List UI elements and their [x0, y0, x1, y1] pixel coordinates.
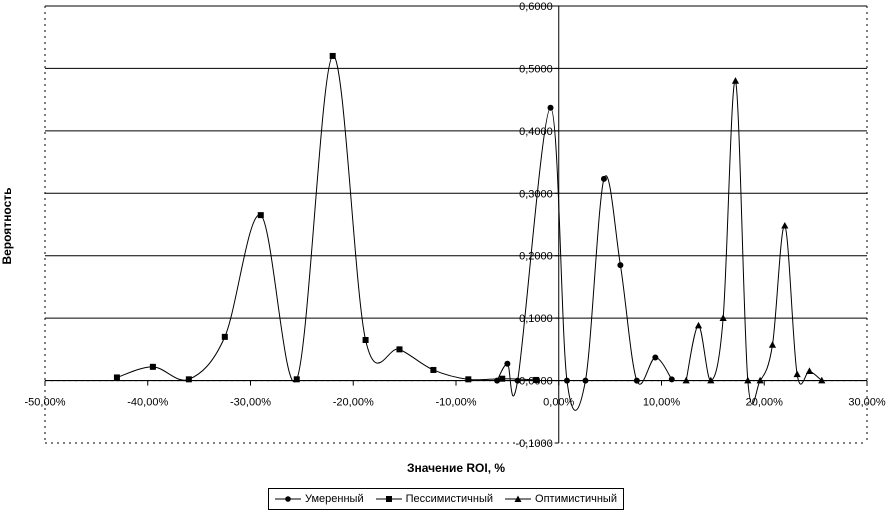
y-tick-label: 0,5000	[519, 63, 553, 76]
data-point-triangle	[769, 341, 776, 348]
data-point-triangle	[794, 371, 801, 378]
x-tick-label: 0,00%	[543, 396, 575, 409]
data-point-square	[330, 53, 336, 59]
data-point-circle	[494, 378, 500, 384]
series-line-1	[117, 56, 536, 382]
legend-item-optimistic	[505, 493, 617, 505]
y-tick-label: 0,1000	[519, 313, 553, 326]
series-line-2	[686, 81, 822, 405]
legend-square-marker-icon	[376, 494, 402, 504]
legend-circle-marker-icon	[275, 494, 301, 504]
data-point-circle	[669, 376, 675, 382]
data-point-circle	[582, 378, 588, 384]
data-point-circle	[548, 105, 554, 111]
legend-triangle-marker-icon	[505, 494, 531, 504]
x-axis-title: Значение ROI, %	[406, 461, 506, 475]
legend-item-pessimistic	[376, 493, 493, 505]
x-tick-label: -10,00%	[435, 396, 477, 409]
legend-label-optimistic: Оптимистичный	[535, 493, 617, 505]
y-tick-label: -0,1000	[515, 438, 553, 450]
data-point-triangle	[732, 77, 739, 84]
y-axis-title: Вероятность	[0, 187, 14, 265]
x-tick-label: 20,00%	[745, 396, 783, 409]
y-tick-label: 0,0000	[519, 375, 553, 388]
x-tick-label: -20,00%	[332, 396, 374, 409]
y-tick-label: 0,6000	[519, 1, 553, 13]
legend-label-pessimistic: Пессимистичный	[405, 493, 494, 505]
data-point-circle	[617, 262, 623, 268]
series-lines	[117, 56, 822, 411]
data-point-square	[465, 376, 471, 382]
data-point-triangle	[806, 367, 813, 374]
data-point-square	[258, 212, 264, 218]
legend-item-moderate	[275, 493, 364, 505]
data-point-triangle	[695, 322, 702, 329]
legend-label-moderate: Умеренный	[305, 493, 364, 505]
y-tick-label: 0,2000	[519, 250, 553, 263]
data-point-square	[150, 364, 156, 370]
chart-legend	[268, 488, 624, 510]
x-tick-label: 30,00%	[848, 396, 886, 409]
data-point-triangle	[781, 222, 788, 229]
data-point-square	[396, 346, 402, 352]
data-point-circle	[652, 354, 658, 360]
data-point-square	[186, 376, 192, 382]
x-tick-label: 10,00%	[642, 396, 681, 409]
y-tick-label: 0,3000	[519, 188, 553, 201]
data-point-square	[499, 376, 505, 382]
data-point-square	[222, 334, 228, 340]
data-point-circle	[564, 378, 570, 384]
x-tick-label: -50,00%	[24, 396, 66, 409]
y-tick-label: 0,4000	[519, 125, 553, 138]
data-point-square	[294, 376, 300, 382]
data-point-circle	[634, 378, 640, 384]
data-point-square	[430, 367, 436, 373]
data-point-square	[363, 337, 369, 343]
x-tick-label: -40,00%	[127, 396, 169, 409]
x-tick-label: -30,00%	[230, 396, 271, 409]
data-point-square	[114, 374, 120, 380]
data-point-circle	[504, 361, 510, 367]
data-point-circle	[601, 176, 607, 182]
series-markers	[114, 53, 825, 384]
